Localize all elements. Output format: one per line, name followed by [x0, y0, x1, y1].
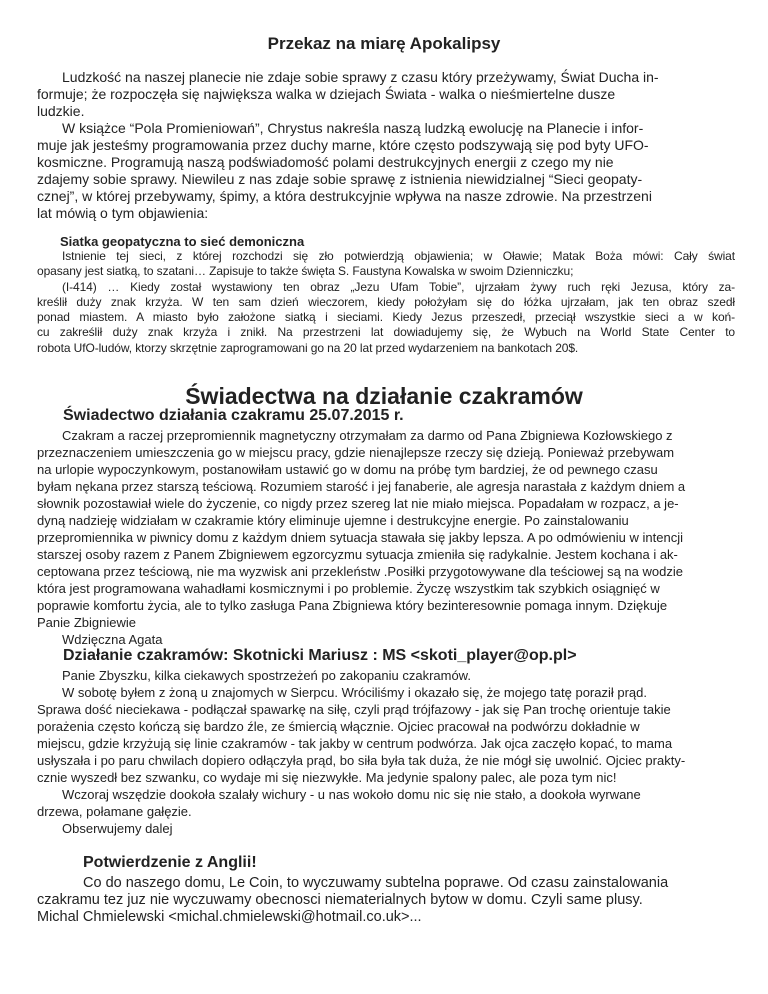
text-line: usłyszała i po paru chwilach dopiero odłączyła prąd, bo siła była tak duża, że nie mógł się uwolnić. Ojciec prakty- — [37, 753, 686, 768]
text-line: porażenia często kończą się bardzo źle, ze śmiercią włącznie. Ojciec pracował na podwórzu dokładnie w — [37, 719, 640, 734]
text-line: zdajemy sobie sprawy. Niewileu z nas zdaje sobie sprawę z istnienia niewidzialnej “Sieci geopaty- — [37, 171, 643, 187]
text-line: Panie Zbyszku, kilka ciekawych spostrzeżeń po zakopaniu czakramów. — [62, 668, 471, 683]
text-line: drzewa, połamane gałęzie. — [37, 804, 192, 819]
text-line: ponad miastem. A miasto było założone siatką i sieciami. Kiedy Jezus przeszedł, przeciął wszystkie sieci a w koń- — [37, 310, 735, 325]
text-line: W książce “Pola Promieniowań”, Chrystus nakreśla naszą ludzką ewolucję na Planecie i infor- — [62, 120, 644, 136]
intro-paragraphs — [37, 69, 735, 222]
text-line: przeznaczeniem umieszczenia go w miejscu pracy, gdzie nienajlepsze rzeczy się dzieją. Ponieważ przebywam — [37, 445, 675, 460]
text-line: słownik pozostawiał wiele do życzenie, co nigdy przez szereg lat nie miało miejsca. Popadałam w rozpacz, a je- — [37, 496, 679, 511]
text-line: muje jak jesteśmy programowania przez duchy marne, które często podszywają się pod byty UFO- — [37, 137, 649, 153]
text-line: Sprawa dość nieciekawa - podłączał spawarkę na siłę, czyli prąd trójfazowy - jak się Pan trochę orientuje takie — [37, 702, 671, 717]
text-line: (I-414) … Kiedy został wystawiony ten obraz „Jezu Ufam Tobie”, ujrzałam żywy ruch ręki Jezusa, który za- — [62, 279, 735, 294]
text-line: byłam nękana przez starszą teściową. Rozumiem starość i jej fanaberie, ale agresja narastała z każdym dniem a — [37, 479, 686, 494]
text-line: kreślił duży znak krzyża. W ten sam dzień wieczorem, kiedy położyłam się do łóżka ujrzałam, jak ten obraz szedł — [37, 294, 735, 309]
text-line: starszej osoby razem z Panem Zbigniewem egzorcyzmu sytuacja zmieniła się radykalnie. Jestem kochana i ak- — [37, 547, 678, 562]
text-line: kosmiczne. Programują naszą podświadomość polami destrukcyjnych energii z czego my nie — [37, 154, 614, 170]
text-line: Obserwujemy dalej — [62, 821, 173, 836]
confirmation-heading: Potwierdzenie z Anglii! — [83, 854, 257, 871]
text-line: przepromiennika w piwnicy domu z każdym dniem sytuacja stawała się jakby lepsza. A po odmówieniu w intencji — [37, 530, 683, 545]
text-line: Wdzięczna Agata — [62, 632, 163, 647]
text-line: Michal Chmielewski <michal.chmielewski@hotmail.co.uk>... — [37, 909, 422, 925]
text-line: Panie Zbigniewie — [37, 615, 137, 630]
text-line: cznie wyszedł bez szwanku, co wydaje mi się niezwykłe. Ma jedynie spalony palec, ale poza tym nic! — [37, 770, 617, 785]
text-line: ceptowana przez teściową, nie ma wyzwisk ani przekleństw .Posiłki przygotowywane dla teściowej są na wodzie — [37, 564, 683, 579]
text-line: Wczoraj wszędzie dookoła szalały wichury - u nas wokoło domu nic się nie stało, a dookoła wyrwane — [62, 787, 641, 802]
text-line: cznej”, w której przebywamy, śpimy, a która destrukcyjnie wpływa na nasze zdrowie. Na przestrzeni — [37, 188, 652, 204]
siatka-heading: Siatka geopatyczna to sieć demoniczna — [60, 234, 305, 249]
text-line: formuje; że rozpoczęła się największa walka w dziejach Świata - walka o nieśmiertelne dusze — [37, 86, 616, 102]
testimonial-2-heading: Działanie czakramów: Skotnicki Mariusz : MS <skoti_player@op.pl> — [63, 647, 577, 664]
confirmation-body — [37, 875, 735, 926]
siatka-paragraphs — [37, 249, 735, 356]
text-line: poprawie komfortu życia, ale to tylko zasługa Pana Zbigniewa który bezinteresownie pomaga innym. Dziękuje — [37, 598, 668, 613]
text-line: Istnienie tej sieci, z której rozchodzi się zło potwierdzją objawienia; w Oławie; Matak Boża mówi: Cały świat — [62, 249, 735, 263]
text-line: miejscu, gdzie krzyżują się linie czakramów - tak jakby w centrum podwórza. Jak ojca zaczęło kopać, to mama — [37, 736, 673, 751]
text-line: czakramu tez juz nie wyczuwamy obecnosci niematerialnych bytow w domu. Czyli same plusy. — [37, 892, 643, 908]
text-line: opasany jest siatką, to szatani… Zapisuje to także święta S. Faustyna Kowalska w swoim Dzienniczku; — [37, 264, 574, 279]
article-title: Przekaz na miarę Apokalipsy — [267, 34, 501, 53]
text-line: ludzkie. — [37, 103, 85, 119]
text-line: na urlopie wypoczynkowym, postanowiłam ustawić go w domu na próbę tym bardziej, że od pewnego czasu — [37, 462, 658, 477]
testimonial-1-heading: Świadectwo działania czakramu 25.07.2015 r. — [63, 407, 404, 424]
text-line: która jest programowana wahadłami kosmicznymi i po problemie. Życzę wszystkim tak szybkich osiągnięć w — [37, 581, 660, 596]
text-line: cu zakreślił duży znak krzyża i znikł. Na przestrzeni lat dowiadujemy się, że Wybuch na World State Center to — [37, 325, 735, 340]
text-line: robota UfO-ludów, ktorzy skrzętnie zaprogramowani go na 20 lat przed wydarzeniem na bankotach 20$. — [37, 340, 579, 355]
text-line: Czakram a raczej przepromiennik magnetyczny otrzymałam za darmo od Pana Zbigniewa Kozłowskiego z — [62, 428, 673, 443]
text-line: lat mówią o tym objawienia: — [37, 205, 209, 221]
text-line: Co do naszego domu, Le Coin, to wyczuwamy subtelna poprawe. Od czasu zainstalowania — [83, 875, 669, 891]
testimonials-title: Świadectwa na działanie czakramów — [185, 383, 583, 409]
text-line: dyną nadzieję widziałam w czakramie który eliminuje ujemne i destrukcyjne energie. Po zainstalowaniu — [37, 513, 629, 528]
text-line: Ludzkość na naszej planecie nie zdaje sobie sprawy z czasu który przeżywamy, Świat Ducha in- — [62, 69, 659, 85]
testimonial-2-body — [37, 667, 735, 837]
testimonial-1-body — [37, 427, 735, 648]
text-line: W sobotę byłem z żoną u znajomych w Sierpcu. Wróciliśmy i okazało się, że mojego tatę poraził prąd. — [62, 685, 648, 700]
